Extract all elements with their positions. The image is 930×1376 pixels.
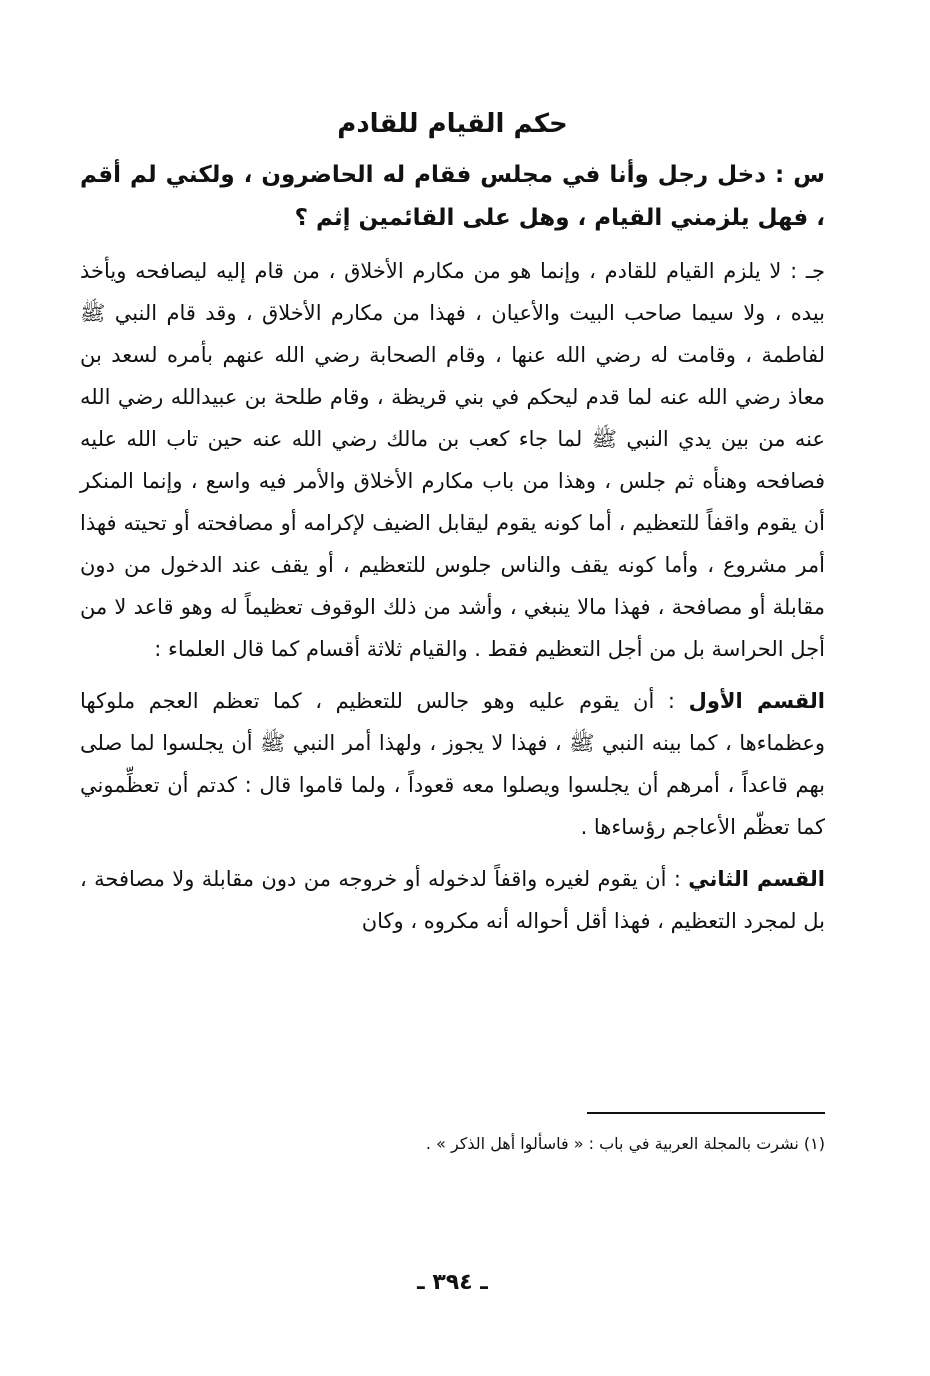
- footnote-divider: [587, 1112, 825, 1114]
- page-body: [80, 100, 825, 1300]
- answer-paragraph: جـ : لا يلزم القيام للقادم ، وإنما هو من مكارم الأخلاق ، من قام إليه ليصافحه ويأخذ بيده ، ولا سيما صاحب البيت والأعيان ، فهذا من مكارم الأخلاق ، وقد قام النبي ﷺ لفاطمة ، وقامت له رضي الله عنها ، وقام الصحابة رضي الله عنهم بأمره لسعد بن معاذ رضي الله عنه لما قدم ليحكم في بني قريظة ، وقام طلحة بن عبيدالله رضي الله عنه من بين يدي النبي ﷺ لما جاء كعب بن مالك رضي الله عنه حين تاب الله عليه فصافحه وهنأه ثم جلس ، وهذا من باب مكارم الأخلاق والأمر فيه واسع ، وإنما المنكر أن يقوم واقفاً للتعظيم ، أما كونه يقوم ليقابل الضيف لإكرامه أو مصافحته أو تحيته فهذا أمر مشروع ، وأما كونه يقف والناس جلوس للتعظيم ، أو يقف عند الدخول من دون مقابلة أو مصافحة ، فهذا مالا ينبغي ، وأشد من ذلك الوقوف تعظيماً له وهو قاعد لا من أجل الحراسة بل من أجل التعظيم فقط . والقيام ثلاثة أقسام كما قال العلماء :: [80, 259, 825, 661]
- section-one-text: : أن يقوم عليه وهو جالس للتعظيم ، كما تعظم العجم ملوكها وعظماءها ، كما بينه النبي ﷺ ، فهذا لا يجوز ، ولهذا أمر النبي ﷺ أن يجلسوا لما صلى بهم قاعداً ، أمرهم أن يجلسوا ويصلوا معه قعوداً ، ولما قاموا قال : كدتم أن تعظِّموني كما تعظّم الأعاجم رؤساءها .: [80, 689, 825, 839]
- section-two-paragraph: [80, 858, 825, 942]
- question-paragraph: س : دخل رجل وأنا في مجلس فقام له الحاضرون ، ولكني لم أقم ، فهل يلزمني القيام ، وهل على القائمين إثم ؟: [80, 162, 825, 231]
- page-title: حكم القيام للقادم: [337, 109, 568, 139]
- page-number: ـ ٣٩٤ ـ: [417, 1270, 488, 1295]
- footnote: (١) نشرت بالمجلة العربية في باب : « فاسألوا أهل الذكر » .: [425, 1134, 825, 1153]
- section-two-label: القسم الثاني: [688, 867, 825, 891]
- section-two-text: : أن يقوم لغيره واقفاً لدخوله أو خروجه من دون مقابلة ولا مصافحة ، بل لمجرد التعظيم ، فهذا أقل أحواله أنه مكروه ، وكان: [80, 867, 825, 933]
- section-one-paragraph: [80, 680, 825, 848]
- section-one-label: القسم الأول: [688, 689, 825, 713]
